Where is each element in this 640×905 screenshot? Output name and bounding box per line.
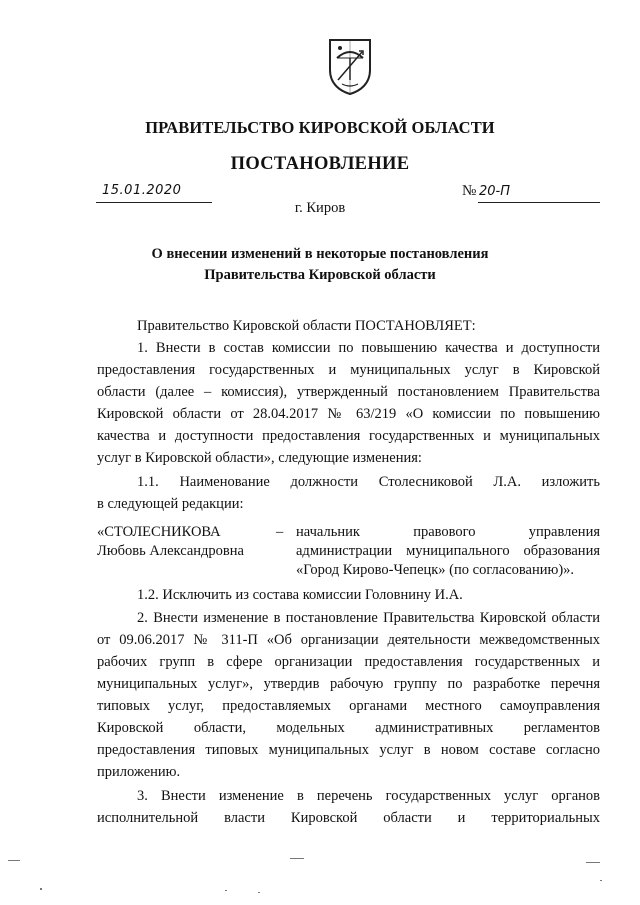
scan-noise [0,850,640,905]
number-label: № [462,183,477,199]
paragraph-2-line: типовых услуг, предоставляемых органами местного самоуправления [97,698,600,714]
paragraph-2-line: Кировской области, модельных административных регламентов [97,720,600,736]
coat-of-arms-icon [326,36,374,96]
paragraph-1-line: области (далее – комиссия), утвержденный постановлением Правительства [97,384,600,400]
paragraph-1-line: 1. Внести в состав комиссии по повышению качества и доступности [137,340,600,356]
paragraph-1-line: услуг в Кировской области», следующие изменения: [97,450,422,466]
city-label: г. Киров [294,200,346,216]
paragraph-2-line: от 09.06.2017 № 311-П «Об организации деятельности межведомственных [97,632,600,648]
member-dash: – [276,524,284,540]
paragraph-1-2: 1.2. Исключить из состава комиссии Головнину И.А. [137,587,463,603]
paragraph-3-line: 3. Внести изменение в перечень государственных услуг органов [137,788,600,804]
paragraph-1-line: предоставления государственных и муниципальных услуг в Кировской [97,362,600,378]
resolution-intro: Правительство Кировской области ПОСТАНОВЛЯЕТ: [137,318,476,334]
paragraph-2-line: 2. Внести изменение в постановление Правительства Кировской области [137,610,600,626]
paragraph-1-1-line: в следующей редакции: [97,496,244,512]
member-position-line: «Город Кирово-Чепецк» (по согласованию)». [296,562,575,578]
paragraph-2-line: рабочих групп в сфере организации предоставления государственных и [97,654,600,670]
paragraph-1-1-line: 1.1. Наименование должности Столесниковой Л.А. изложить [137,474,600,490]
paragraph-2-line: муниципальных услуг», утвердив рабочую группу по разработке перечня [97,676,600,692]
member-position-line: начальник правового управления [296,524,600,540]
paragraph-2-line: приложению. [97,764,181,780]
document-date-value: 15.01.2020 [102,183,182,198]
member-surname: «СТОЛЕСНИКОВА [97,524,221,540]
paragraph-2-line: предоставления типовых муниципальных услуг в новом составе согласно [97,742,600,758]
paragraph-1-line: качества и доступности предоставления государственных и муниципальных [97,428,600,444]
paragraph-3-line: исполнительной власти Кировской области и территориальных [97,810,600,826]
member-position-line: администрации муниципального образования [296,543,600,559]
member-given-names: Любовь Александровна [97,543,244,559]
subject-line-2: Правительства Кировской области [204,267,436,283]
subject-line-1: О внесении изменений в некоторые постановления [151,246,489,262]
document-number: 20-П [479,184,511,199]
document-type-title: ПОСТАНОВЛЕНИЕ [230,154,410,174]
government-title: ПРАВИТЕЛЬСТВО КИРОВСКОЙ ОБЛАСТИ [145,118,495,137]
paragraph-1-line: Кировской области от 28.04.2017 № 63/219 «О комиссии по повышению [97,406,600,422]
